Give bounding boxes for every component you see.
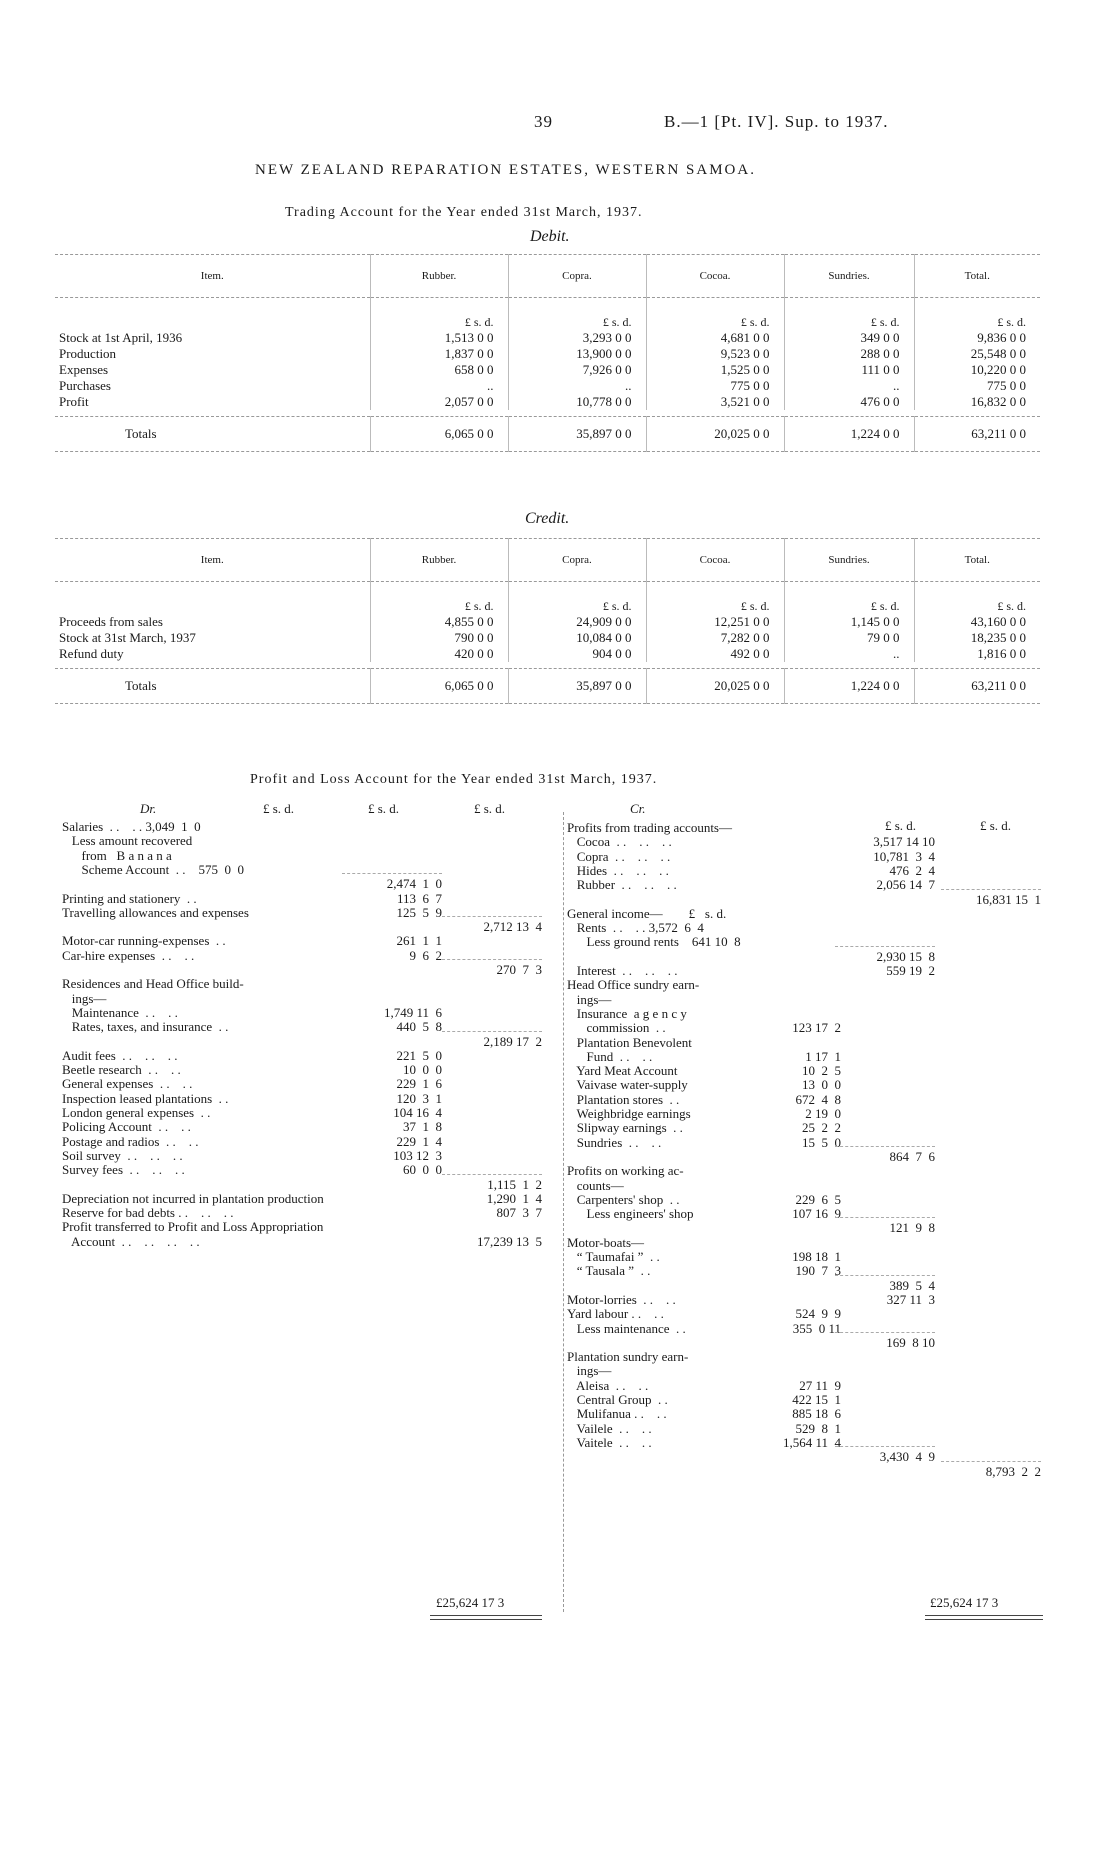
entry-label: Reserve for bad debts . . . . . . xyxy=(62,1205,234,1221)
unit-cell: £ s. d. xyxy=(370,298,508,331)
entry-label: Rates, taxes, and insurance . . xyxy=(62,1019,229,1035)
entry-amount: 2,930 15 8 xyxy=(876,948,935,964)
entry-amount: 60 0 0 xyxy=(403,1162,442,1178)
credit-heading: Credit. xyxy=(525,510,570,527)
total-cell: 10,220 0 0 xyxy=(914,362,1040,378)
entry-label: Cocoa . . . . . . xyxy=(567,834,672,850)
sundries-cell: 111 0 0 xyxy=(784,362,914,378)
cr-unit-header-2: £ s. d. xyxy=(980,818,1012,833)
column-header: Item. xyxy=(55,539,370,582)
entry-label: counts— xyxy=(567,1177,624,1193)
entry-amount: 422 15 1 xyxy=(792,1392,841,1407)
entry-amount: 529 8 1 xyxy=(795,1420,841,1436)
page-number: 39 xyxy=(534,112,553,131)
total-cell: 43,160 0 0 xyxy=(914,614,1040,630)
entry-label: Rents . . . . 3,572 6 4 xyxy=(567,920,704,936)
entry-label: Insurance a g e n c y xyxy=(567,1005,687,1021)
column-header: Rubber. xyxy=(370,255,508,298)
rubber-cell: .. xyxy=(370,378,508,394)
entry-label: Weighbridge earnings xyxy=(567,1106,691,1121)
unit-row xyxy=(55,298,1040,331)
total-cell: 16,832 0 0 xyxy=(914,394,1040,410)
entry-amount: 327 11 3 xyxy=(886,1291,935,1307)
entry-label: Audit fees . . . . . . xyxy=(62,1047,178,1063)
unit-cell: £ s. d. xyxy=(508,298,646,331)
entry-amount: 389 5 4 xyxy=(889,1277,935,1293)
copra-cell: 35,897 0 0 xyxy=(508,417,646,452)
entry-amount: 672 4 8 xyxy=(795,1091,841,1107)
dr-total-rule-2 xyxy=(430,1619,542,1620)
column-header: Sundries. xyxy=(784,255,914,298)
cr-total-rule-2 xyxy=(925,1619,1043,1620)
entry-amount: 27 11 9 xyxy=(799,1377,841,1393)
total-cell: 63,211 0 0 xyxy=(914,417,1040,452)
unit-cell xyxy=(55,298,370,331)
entry-amount: 169 8 10 xyxy=(886,1334,935,1350)
entry-label: Scheme Account . . 575 0 0 xyxy=(62,861,244,877)
entry-label: Fund . . . . xyxy=(567,1048,653,1064)
entry-label: Yard Meat Account xyxy=(567,1063,678,1079)
column-header: Cocoa. xyxy=(646,539,784,582)
cocoa-cell: 9,523 0 0 xyxy=(646,346,784,362)
entry-amount: 8,793 2 2 xyxy=(985,1463,1041,1479)
copra-cell: 35,897 0 0 xyxy=(508,669,646,704)
cocoa-cell: 775 0 0 xyxy=(646,378,784,394)
column-header: Sundries. xyxy=(784,539,914,582)
sundries-cell: 1,224 0 0 xyxy=(784,669,914,704)
entry-amount: 559 19 2 xyxy=(886,963,935,978)
sundries-cell: 1,224 0 0 xyxy=(784,417,914,452)
entry-label: Plantation Benevolent xyxy=(567,1034,692,1050)
entry-amount: 10 0 0 xyxy=(403,1062,442,1078)
subtotal-rule xyxy=(941,1461,1041,1462)
entry-amount: 2,056 14 7 xyxy=(876,877,935,893)
cr-label: Cr. xyxy=(630,801,646,816)
subtotal-rule xyxy=(835,1332,935,1333)
page-title: NEW ZEALAND REPARATION ESTATES, WESTERN SAMOA. xyxy=(255,162,756,178)
table-row xyxy=(55,630,1040,646)
entry-label: Printing and stationery . . xyxy=(62,890,197,906)
entry-label: Residences and Head Office build- xyxy=(62,976,244,992)
debit-table xyxy=(55,254,1040,452)
unit-cell: £ s. d. xyxy=(784,582,914,615)
unit-cell: £ s. d. xyxy=(508,582,646,615)
unit-cell: £ s. d. xyxy=(784,298,914,331)
column-header: Total. xyxy=(914,255,1040,298)
column-header: Rubber. xyxy=(370,539,508,582)
debit-heading: Debit. xyxy=(530,228,570,245)
entry-amount: 2,474 1 0 xyxy=(386,876,442,892)
table-header-row xyxy=(55,539,1040,582)
sundries-cell: .. xyxy=(784,378,914,394)
entry-amount: 1,290 1 4 xyxy=(486,1190,542,1206)
entry-amount: 10,781 3 4 xyxy=(873,848,935,864)
copra-cell: .. xyxy=(508,378,646,394)
copra-cell: 904 0 0 xyxy=(508,646,646,662)
entry-amount: 16,831 15 1 xyxy=(976,891,1041,907)
entry-amount: 190 7 3 xyxy=(795,1263,841,1279)
entry-amount: 864 7 6 xyxy=(889,1148,935,1164)
copra-cell: 10,084 0 0 xyxy=(508,630,646,646)
cocoa-cell: 4,681 0 0 xyxy=(646,330,784,346)
entry-amount: 17,239 13 5 xyxy=(477,1233,542,1249)
sundries-cell: 1,145 0 0 xyxy=(784,614,914,630)
item-cell: Production xyxy=(59,346,117,361)
total-cell: 25,548 0 0 xyxy=(914,346,1040,362)
credit-table xyxy=(55,538,1040,704)
cr-unit-header-1: £ s. d. xyxy=(885,818,917,833)
pl-divider xyxy=(563,812,564,1612)
entry-label: Slipway earnings . . xyxy=(567,1120,683,1136)
subtotal-rule xyxy=(835,1446,935,1447)
table-row xyxy=(55,394,1040,410)
table-row xyxy=(55,346,1040,362)
unit-cell: £ s. d. xyxy=(646,582,784,615)
dr-total-rule xyxy=(430,1615,542,1616)
entry-label: General income— £ s. d. xyxy=(567,905,727,921)
rubber-cell: 2,057 0 0 xyxy=(370,394,508,410)
cocoa-cell: 20,025 0 0 xyxy=(646,417,784,452)
entry-amount: 807 3 7 xyxy=(496,1205,542,1221)
entry-amount: 229 1 4 xyxy=(396,1133,442,1149)
entry-label: from B a n a n a xyxy=(62,847,172,863)
copra-cell: 10,778 0 0 xyxy=(508,394,646,410)
total-cell: 1,816 0 0 xyxy=(914,646,1040,662)
item-cell: Refund duty xyxy=(59,646,124,661)
entry-label: Motor-lorries . . . . xyxy=(567,1291,676,1307)
cocoa-cell: 12,251 0 0 xyxy=(646,614,784,630)
entry-amount: 1,115 1 2 xyxy=(487,1176,542,1192)
column-header: Total. xyxy=(914,539,1040,582)
entry-label: Head Office sundry earn- xyxy=(567,977,700,993)
subtotal-rule xyxy=(442,959,542,960)
item-cell: Totals xyxy=(55,417,370,452)
entry-amount: 10 2 5 xyxy=(802,1063,841,1079)
entry-label: Sundries . . . . xyxy=(567,1134,662,1150)
entry-amount: 37 1 8 xyxy=(403,1119,442,1135)
entry-label: Postage and radios . . . . xyxy=(62,1133,199,1149)
table-row xyxy=(55,614,1040,630)
entry-amount: 123 17 2 xyxy=(792,1020,841,1036)
entry-amount: 198 18 1 xyxy=(792,1249,841,1264)
copra-cell: 3,293 0 0 xyxy=(508,330,646,346)
sundries-cell: 288 0 0 xyxy=(784,346,914,362)
table-row xyxy=(55,646,1040,662)
column-header: Copra. xyxy=(508,255,646,298)
entry-amount: 120 3 1 xyxy=(396,1090,442,1106)
entry-amount: 229 1 6 xyxy=(396,1076,442,1092)
column-header: Copra. xyxy=(508,539,646,582)
copra-cell: 7,926 0 0 xyxy=(508,362,646,378)
cocoa-cell: 3,521 0 0 xyxy=(646,394,784,410)
entry-amount: 104 16 4 xyxy=(393,1105,442,1120)
entry-label: Travelling allowances and expenses xyxy=(62,904,249,920)
entry-amount: 125 5 9 xyxy=(396,904,442,920)
unit-cell: £ s. d. xyxy=(370,582,508,615)
trading-account-title: Trading Account for the Year ended 31st March, 1937. xyxy=(285,205,643,220)
dr-unit-header-3: £ s. d. xyxy=(474,801,506,816)
dr-grand-total: £25,624 17 3 xyxy=(436,1595,505,1610)
entry-amount: 113 6 7 xyxy=(396,890,442,906)
table-header-row xyxy=(55,255,1040,298)
entry-label: Inspection leased plantations . . xyxy=(62,1090,229,1106)
entry-label: General expenses . . . . xyxy=(62,1076,193,1092)
subtotal-rule xyxy=(835,1146,935,1147)
cr-total-rule xyxy=(925,1615,1043,1616)
entry-label: Motor-boats— xyxy=(567,1234,645,1250)
unit-cell: £ s. d. xyxy=(914,582,1040,615)
entry-amount: 1,564 11 4 xyxy=(782,1434,841,1450)
sundries-cell: .. xyxy=(784,646,914,662)
entry-label: Maintenance . . . . xyxy=(62,1004,178,1020)
entry-label: Interest . . . . . . xyxy=(567,963,678,978)
entry-label: Survey fees . . . . . . xyxy=(62,1162,185,1178)
item-cell: Profit xyxy=(59,394,89,409)
rubber-cell: 658 0 0 xyxy=(370,362,508,378)
entry-amount: 107 16 9 xyxy=(792,1206,841,1222)
cocoa-cell: 20,025 0 0 xyxy=(646,669,784,704)
copra-cell: 24,909 0 0 xyxy=(508,614,646,630)
entry-amount: 221 5 0 xyxy=(396,1047,442,1063)
sundries-cell: 476 0 0 xyxy=(784,394,914,410)
table-row xyxy=(55,362,1040,378)
entry-label: London general expenses . . xyxy=(62,1105,211,1120)
entry-label: Yard labour . . . . xyxy=(567,1306,664,1322)
item-cell: Totals xyxy=(55,669,370,704)
entry-label: Soil survey . . . . . . xyxy=(62,1147,183,1163)
dr-unit-header-2: £ s. d. xyxy=(368,801,400,816)
column-header: Cocoa. xyxy=(646,255,784,298)
subtotal-rule xyxy=(442,1031,542,1032)
entry-amount: 355 0 11 xyxy=(792,1320,841,1336)
profit-loss-title: Profit and Loss Account for the Year ended 31st March, 1937. xyxy=(250,772,658,787)
rubber-cell: 4,855 0 0 xyxy=(370,614,508,630)
entry-label: Hides . . . . . . xyxy=(567,862,669,878)
document-reference: B.—1 [Pt. IV]. Sup. to 1937. xyxy=(664,112,889,131)
entry-amount: 440 5 8 xyxy=(396,1019,442,1035)
entry-label: ings— xyxy=(567,991,612,1007)
entry-amount: 885 18 6 xyxy=(792,1406,841,1422)
rubber-cell: 790 0 0 xyxy=(370,630,508,646)
total-cell: 775 0 0 xyxy=(914,378,1040,394)
totals-row xyxy=(55,669,1040,704)
entry-label: Depreciation not incurred in plantation production xyxy=(62,1190,324,1206)
entry-label: Less amount recovered xyxy=(62,833,193,849)
entry-amount: 15 5 0 xyxy=(802,1134,841,1150)
column-header: Item. xyxy=(55,255,370,298)
entry-label: Less ground rents 641 10 8 xyxy=(567,934,741,950)
cr-grand-total: £25,624 17 3 xyxy=(930,1595,999,1610)
entry-label: Vailele . . . . xyxy=(567,1420,652,1436)
item-cell: Purchases xyxy=(59,378,111,393)
unit-cell: £ s. d. xyxy=(646,298,784,331)
entry-amount: 2 19 0 xyxy=(805,1106,841,1121)
entry-amount: 13 0 0 xyxy=(802,1077,841,1093)
entry-label: Mulifanua . . . . xyxy=(567,1406,667,1422)
entry-amount: 476 2 4 xyxy=(889,862,935,878)
entry-amount: 3,430 4 9 xyxy=(879,1449,935,1465)
entry-label: Account . . . . . . . . xyxy=(62,1233,200,1249)
unit-cell xyxy=(55,582,370,615)
entry-amount: 2,712 13 4 xyxy=(483,919,542,935)
item-cell: Expenses xyxy=(59,362,109,377)
rubber-cell: 420 0 0 xyxy=(370,646,508,662)
entry-label: “ Tausala ” . . xyxy=(567,1263,651,1279)
entry-amount: 524 9 9 xyxy=(795,1306,841,1322)
subtotal-rule xyxy=(835,1217,935,1218)
totals-row xyxy=(55,417,1040,452)
item-cell: Stock at 31st March, 1937 xyxy=(59,630,196,645)
table-row xyxy=(55,378,1040,394)
entry-amount: 9 6 2 xyxy=(409,947,442,963)
entry-amount: 229 6 5 xyxy=(795,1191,841,1207)
subtotal-rule xyxy=(442,1174,542,1175)
entry-label: Less engineers' shop xyxy=(567,1206,694,1222)
total-cell: 63,211 0 0 xyxy=(914,669,1040,704)
unit-row xyxy=(55,582,1040,615)
total-cell: 9,836 0 0 xyxy=(914,330,1040,346)
entry-label: Plantation stores . . xyxy=(567,1091,680,1107)
entry-label: Vaitele . . . . xyxy=(567,1434,652,1450)
unit-cell: £ s. d. xyxy=(914,298,1040,331)
subtotal-rule xyxy=(941,889,1041,890)
subtotal-rule xyxy=(835,1275,935,1276)
rubber-cell: 1,513 0 0 xyxy=(370,330,508,346)
entry-label: Profits from trading accounts— xyxy=(567,820,732,835)
entry-label: Carpenters' shop . . xyxy=(567,1191,680,1207)
entry-label: ings— xyxy=(567,1363,612,1379)
entry-label: Policing Account . . . . xyxy=(62,1119,191,1135)
entry-label: Less maintenance . . xyxy=(567,1320,686,1336)
entry-label: Rubber . . . . . . xyxy=(567,877,677,893)
entry-amount: 121 9 8 xyxy=(889,1220,935,1236)
subtotal-rule xyxy=(835,946,935,947)
entry-label: Vaivase water-supply xyxy=(567,1077,688,1093)
entry-label: Car-hire expenses . . . . xyxy=(62,947,195,963)
entry-label: Central Group . . xyxy=(567,1392,668,1407)
cocoa-cell: 7,282 0 0 xyxy=(646,630,784,646)
entry-label: Profits on working ac- xyxy=(567,1163,684,1179)
entry-label: commission . . xyxy=(567,1020,666,1036)
entry-label: Aleisa . . . . xyxy=(567,1377,649,1393)
entry-amount: 261 1 1 xyxy=(396,933,442,949)
item-cell: Stock at 1st April, 1936 xyxy=(59,330,183,345)
entry-label: Motor-car running-expenses . . xyxy=(62,933,226,949)
dr-label: Dr. xyxy=(140,801,157,816)
entry-amount: 2,189 17 2 xyxy=(483,1033,542,1049)
cocoa-cell: 1,525 0 0 xyxy=(646,362,784,378)
entry-label: Salaries . . . . 3,049 1 0 xyxy=(62,819,201,834)
entry-label: Beetle research . . . . xyxy=(62,1062,181,1078)
entry-amount: 1 17 1 xyxy=(805,1048,841,1064)
copra-cell: 13,900 0 0 xyxy=(508,346,646,362)
entry-label: ings— xyxy=(62,990,107,1006)
total-cell: 18,235 0 0 xyxy=(914,630,1040,646)
subtotal-rule xyxy=(442,916,542,917)
sundries-cell: 349 0 0 xyxy=(784,330,914,346)
sundries-cell: 79 0 0 xyxy=(784,630,914,646)
rubber-cell: 1,837 0 0 xyxy=(370,346,508,362)
table-row xyxy=(55,330,1040,346)
entry-amount: 1,749 11 6 xyxy=(383,1004,442,1020)
entry-amount: 3,517 14 10 xyxy=(873,834,935,850)
entry-amount: 25 2 2 xyxy=(802,1120,841,1136)
entry-amount: 103 12 3 xyxy=(393,1147,442,1163)
entry-label: Plantation sundry earn- xyxy=(567,1349,689,1365)
subtotal-rule xyxy=(342,873,442,874)
entry-label: Copra . . . . . . xyxy=(567,848,671,864)
rubber-cell: 6,065 0 0 xyxy=(370,417,508,452)
cocoa-cell: 492 0 0 xyxy=(646,646,784,662)
entry-amount: 270 7 3 xyxy=(496,962,542,977)
item-cell: Proceeds from sales xyxy=(59,614,163,629)
entry-label: “ Taumafai ” . . xyxy=(567,1249,660,1264)
rubber-cell: 6,065 0 0 xyxy=(370,669,508,704)
entry-label: Profit transferred to Profit and Loss Appropriation xyxy=(62,1219,324,1235)
dr-unit-header-1: £ s. d. xyxy=(263,801,295,816)
